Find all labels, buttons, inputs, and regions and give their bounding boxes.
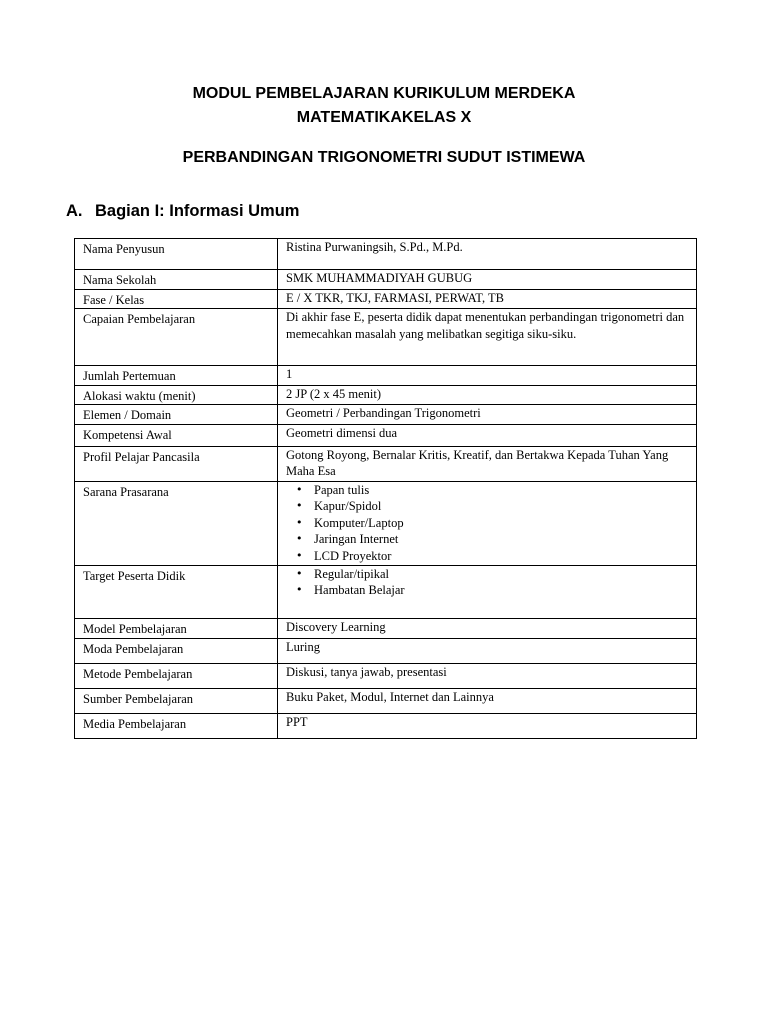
table-row-profil-pelajar: [75, 446, 697, 481]
row-value: Geometri / Perbandingan Trigonometri: [278, 405, 697, 425]
bullet-icon: •: [296, 566, 303, 580]
row-value: Di akhir fase E, peserta didik dapat menentukan perbandingan trigonometri dan memecahkan masalah yang melibatkan segitiga siku-siku.: [278, 309, 697, 366]
section-letter: A.: [66, 202, 83, 220]
list-item-text: Papan tulis: [314, 482, 370, 497]
bullet-list: [286, 482, 688, 565]
row-value: E / X TKR, TKJ, FARMASI, PERWAT, TB: [278, 289, 697, 309]
row-label: Jumlah Pertemuan: [75, 366, 278, 386]
list-item: [296, 482, 688, 499]
bullet-icon: •: [296, 583, 303, 596]
row-label: Kompetensi Awal: [75, 424, 278, 446]
table-row-moda-pembelajaran: [75, 638, 697, 663]
table-row-kompetensi-awal: [75, 424, 697, 446]
row-value: 2 JP (2 x 45 menit): [278, 385, 697, 405]
list-item-text: Regular/tipikal: [314, 566, 389, 581]
table-row-nama-penyusun: [75, 239, 697, 270]
list-item-text: Komputer/Laptop: [314, 515, 404, 530]
list-item: [296, 515, 688, 532]
row-label: Metode Pembelajaran: [75, 663, 278, 688]
table-row-media-pembelajaran: [75, 713, 697, 738]
table-row-capaian-pembelajaran: [75, 309, 697, 366]
table-row-metode-pembelajaran: [75, 663, 697, 688]
row-value: PPT: [278, 713, 697, 738]
row-value: SMK MUHAMMADIYAH GUBUG: [278, 270, 697, 290]
document-subtitle: PERBANDINGAN TRIGONOMETRI SUDUT ISTIMEWA: [182, 149, 586, 166]
row-label: Alokasi waktu (menit): [75, 385, 278, 405]
list-item: [296, 582, 688, 599]
row-label: Model Pembelajaran: [75, 618, 278, 638]
table-row-sarana-prasarana: [75, 481, 697, 565]
row-value: Discovery Learning: [278, 618, 697, 638]
table-row-alokasi-waktu: [75, 385, 697, 405]
list-item-text: Kapur/Spidol: [314, 499, 382, 513]
row-label: Sarana Prasarana: [75, 481, 278, 565]
row-value-list: [278, 481, 697, 565]
bullet-icon: •: [296, 482, 303, 496]
row-label: Nama Sekolah: [75, 270, 278, 290]
general-info-table: [74, 238, 697, 739]
row-label: Media Pembelajaran: [75, 713, 278, 738]
list-item: [296, 531, 688, 548]
list-item: [296, 498, 688, 515]
document-title-line-1: MODUL PEMBELAJARAN KURIKULUM MERDEKA: [192, 85, 576, 102]
row-value: Luring: [278, 638, 697, 663]
row-label: Moda Pembelajaran: [75, 638, 278, 663]
table-row-fase-kelas: [75, 289, 697, 309]
row-label: Nama Penyusun: [75, 239, 278, 270]
row-label: Elemen / Domain: [75, 405, 278, 425]
row-value: Diskusi, tanya jawab, presentasi: [278, 663, 697, 688]
row-value: Geometri dimensi dua: [278, 424, 697, 446]
row-value: 1: [278, 366, 697, 386]
row-value: Ristina Purwaningsih, S.Pd., M.Pd.: [278, 239, 697, 270]
row-label: Profil Pelajar Pancasila: [75, 446, 278, 481]
row-value: Buku Paket, Modul, Internet dan Lainnya: [278, 688, 697, 713]
row-label: Fase / Kelas: [75, 289, 278, 309]
table-row-nama-sekolah: [75, 270, 697, 290]
document-title-line-2: MATEMATIKAKELAS X: [296, 109, 472, 126]
section-heading: [66, 201, 299, 221]
list-item-text: Jaringan Internet: [314, 532, 399, 546]
row-label: Sumber Pembelajaran: [75, 688, 278, 713]
bullet-icon: •: [296, 548, 303, 562]
row-label: Capaian Pembelajaran: [75, 309, 278, 366]
bullet-icon: •: [296, 515, 303, 529]
bullet-list: [286, 566, 688, 599]
bullet-icon: •: [296, 499, 303, 512]
table-row-sumber-pembelajaran: [75, 688, 697, 713]
table-row-jumlah-pertemuan: [75, 366, 697, 386]
table-row-target-peserta-didik: [75, 565, 697, 618]
table-row-model-pembelajaran: [75, 618, 697, 638]
list-item-text: Hambatan Belajar: [314, 583, 405, 597]
table-row-elemen-domain: [75, 405, 697, 425]
row-label: Target Peserta Didik: [75, 565, 278, 618]
section-heading-text: Bagian I: Informasi Umum: [95, 202, 300, 220]
list-item: [296, 566, 688, 583]
row-value-list: [278, 565, 697, 618]
row-value: Gotong Royong, Bernalar Kritis, Kreatif, dan Bertakwa Kepada Tuhan Yang Maha Esa: [278, 446, 697, 481]
bullet-icon: •: [296, 532, 303, 545]
list-item-text: LCD Proyektor: [314, 548, 392, 563]
list-item: [296, 548, 688, 565]
